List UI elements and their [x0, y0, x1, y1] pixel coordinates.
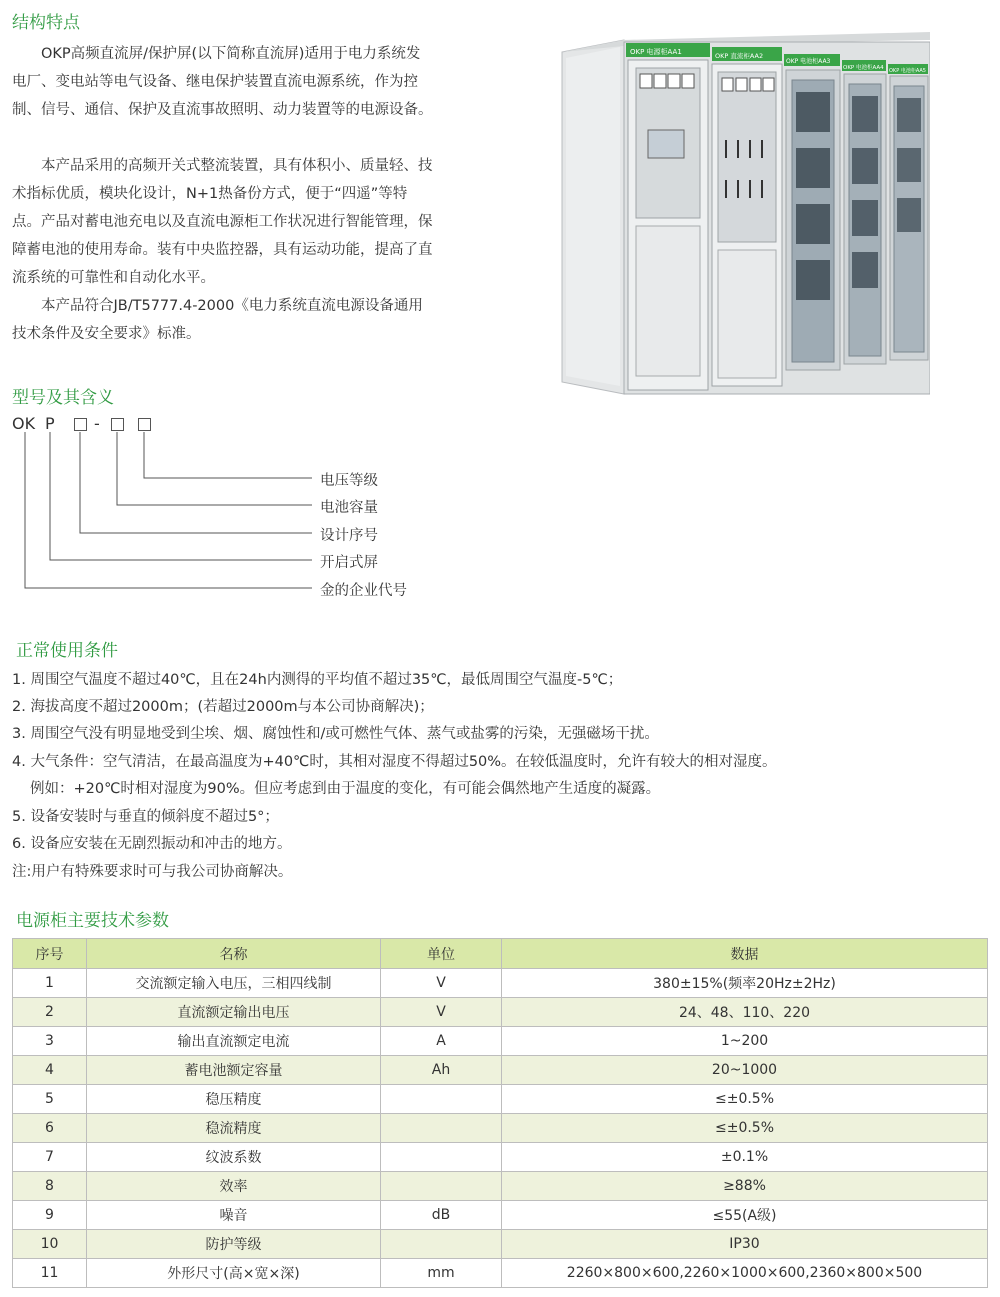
cabinet-label-3: OKP 电池柜AA3 [786, 58, 831, 65]
cell-unit: Ah [381, 1056, 502, 1085]
cell-data: ≤55(A级) [502, 1201, 988, 1230]
header-name: 名称 [87, 939, 381, 969]
table-row [13, 1056, 988, 1085]
cell-data: ±0.1% [502, 1143, 988, 1172]
cell-unit [381, 1143, 502, 1172]
cell-unit: mm [381, 1259, 502, 1288]
table-row [13, 1201, 988, 1230]
cabinet-label-1: OKP 电源柜AA1 [630, 48, 682, 56]
cell-no: 7 [13, 1143, 87, 1172]
model-code-ok: OK [12, 414, 36, 433]
table-row [13, 1143, 988, 1172]
model-title: 型号及其含义 [12, 388, 114, 408]
cell-no: 4 [13, 1056, 87, 1085]
table-row [13, 998, 988, 1027]
model-label-company: 金的企业代号 [320, 583, 407, 599]
cell-data: 380±15%(频率20Hz±2Hz) [502, 969, 988, 998]
cell-no: 3 [13, 1027, 87, 1056]
cell-data: ≤±0.5% [502, 1085, 988, 1114]
condition-item-6: 6. 设备应安装在无剧烈振动和冲击的地方。 [12, 836, 292, 852]
condition-item-1: 1. 周围空气温度不超过40℃，且在24h内测得的平均值不超过35℃，最低周围空气温度-5℃； [12, 672, 623, 688]
table-row [13, 1085, 988, 1114]
structure-title: 结构特点 [12, 13, 80, 33]
structure-paragraph-3: 本产品符合JB/T5777.4-2000《电力系统直流电源设备通用技术条件及安全要求》标准。 [12, 298, 423, 342]
table-row [13, 969, 988, 998]
cell-no: 10 [13, 1230, 87, 1259]
cell-name: 噪音 [87, 1201, 381, 1230]
model-label-voltage: 电压等级 [320, 473, 378, 489]
condition-note: 注:用户有特殊要求时可与我公司协商解决。 [12, 864, 293, 880]
condition-item-2: 2. 海拔高度不超过2000m；(若超过2000m与本公司协商解决)； [12, 699, 434, 715]
cell-data: 24、48、110、220 [502, 998, 988, 1027]
cell-data: 20~1000 [502, 1056, 988, 1085]
model-label-open: 开启式屏 [320, 555, 378, 571]
cell-data: 1~200 [502, 1027, 988, 1056]
cell-name: 稳压精度 [87, 1085, 381, 1114]
cell-name: 效率 [87, 1172, 381, 1201]
condition-item-4: 4. 大气条件：空气清洁，在最高温度为+40℃时，其相对湿度不得超过50%。在较低温度时，允许有较大的相对湿度。 [12, 754, 777, 770]
cell-name: 外形尺寸(高×宽×深) [87, 1259, 381, 1288]
cell-no: 5 [13, 1085, 87, 1114]
cell-name: 稳流精度 [87, 1114, 381, 1143]
condition-item-3: 3. 周围空气没有明显地受到尘埃、烟、腐蚀性和/或可燃性气体、蒸气或盐雾的污染，无强磁场干扰。 [12, 726, 659, 742]
condition-item-4-example: 例如：+20℃时相对湿度为90%。但应考虑到由于温度的变化，有可能会偶然地产生适度的凝露。 [30, 781, 661, 797]
cell-no: 6 [13, 1114, 87, 1143]
cell-data: 2260×800×600,2260×1000×600,2360×800×500 [502, 1259, 988, 1288]
model-leader-lines [0, 430, 320, 600]
cell-name: 蓄电池额定容量 [87, 1056, 381, 1085]
cell-unit [381, 1172, 502, 1201]
model-code-p: P [45, 414, 55, 433]
cell-unit: V [381, 969, 502, 998]
cell-no: 1 [13, 969, 87, 998]
structure-paragraph-2: 本产品采用的高频开关式整流装置，具有体积小、质量轻、技术指标优质，模块化设计，N+1热备份方式，便于“四遥”等特点。产品对蓄电池充电以及直流电源柜工作状况进行智能管理，保障蓄电池的使用寿命。装有中央监控器，具有运动功能，提高了直流系统的可靠性和自动化水平。 [12, 158, 433, 286]
cabinet-label-2: OKP 直流柜AA2 [715, 52, 764, 60]
cell-name: 输出直流额定电流 [87, 1027, 381, 1056]
model-label-design: 设计序号 [320, 528, 378, 544]
cell-name: 防护等级 [87, 1230, 381, 1259]
cell-no: 9 [13, 1201, 87, 1230]
header-no: 序号 [13, 939, 87, 969]
cell-no: 8 [13, 1172, 87, 1201]
cell-name: 交流额定输入电压，三相四线制 [87, 969, 381, 998]
cell-name: 直流额定输出电压 [87, 998, 381, 1027]
cell-data: ≤±0.5% [502, 1114, 988, 1143]
header-data: 数据 [502, 939, 988, 969]
cell-unit: V [381, 998, 502, 1027]
conditions-title: 正常使用条件 [16, 641, 118, 661]
model-label-capacity: 电池容量 [320, 500, 378, 516]
params-title: 电源柜主要技术参数 [16, 911, 169, 931]
cell-no: 2 [13, 998, 87, 1027]
cell-unit [381, 1230, 502, 1259]
cell-name: 纹波系数 [87, 1143, 381, 1172]
cell-unit [381, 1085, 502, 1114]
structure-paragraph-1: OKP高频直流屏/保护屏(以下简称直流屏)适用于电力系统发电厂、变电站等电气设备、继电保护装置直流电源系统，作为控制、信号、通信、保护及直流事故照明、动力装置等的电源设备。 [12, 46, 433, 118]
table-row [13, 1027, 988, 1056]
model-code-dash: - [94, 414, 100, 433]
table-row [13, 1259, 988, 1288]
table-row [13, 1230, 988, 1259]
condition-item-5: 5. 设备安装时与垂直的倾斜度不超过5°； [12, 809, 279, 825]
cell-unit: dB [381, 1201, 502, 1230]
header-unit: 单位 [381, 939, 502, 969]
cell-unit [381, 1114, 502, 1143]
params-header-row [13, 939, 988, 969]
table-row [13, 1114, 988, 1143]
cell-data: ≥88% [502, 1172, 988, 1201]
cabinet-label-5: OKP 电池柜AA5 [889, 68, 926, 74]
cell-unit: A [381, 1027, 502, 1056]
cell-no: 11 [13, 1259, 87, 1288]
cabinet-photo [552, 30, 930, 398]
table-row [13, 1172, 988, 1201]
cell-data: IP30 [502, 1230, 988, 1259]
cabinet-label-4: OKP 电池柜AA4 [843, 65, 884, 71]
params-table [12, 938, 988, 1288]
